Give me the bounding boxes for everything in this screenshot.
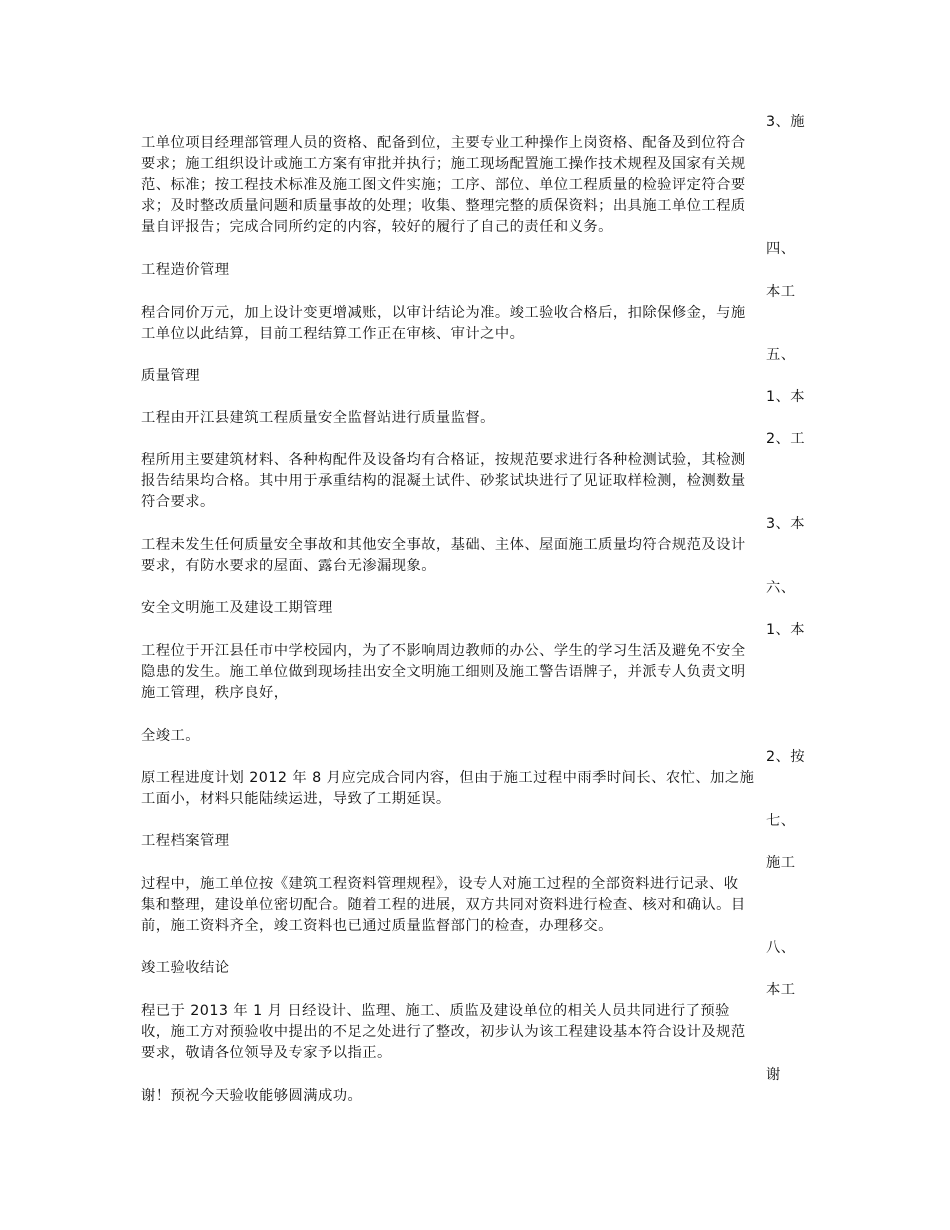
paragraph-line: 工程位于开江县任市中学校园内，为了不影响周边教师的办公、学生的学习生活及避免不安全: [141, 643, 746, 659]
section-heading: 质量管理: [141, 368, 200, 384]
paragraph-lead: 施工: [766, 855, 796, 871]
paragraph-line: 隐患的发生。施工单位做到现场挂出安全文明施工细则及施工警告语牌子，并派专人负责文明: [141, 664, 746, 680]
paragraph-line: 工单位项目经理部管理人员的资格、配备到位，主要专业工种操作上岗资格、配备及到位符合: [141, 135, 746, 151]
paragraph-lead: 本工: [766, 982, 796, 998]
paragraph-line: 报告结果均合格。其中用于承重结构的混凝土试件、砂浆试块进行了见证取样检测，检测数量: [141, 473, 746, 489]
paragraph-line: 施工管理，秩序良好，: [141, 685, 289, 701]
paragraph-line: 求；及时整改质量问题和质量事故的处理；收集、整理完整的质保资料；出具施工单位工程质: [141, 198, 746, 214]
paragraph-line: 程所用主要建筑材料、各种构配件及设备均有合格证，按规范要求进行各种检测试验，其检测: [141, 452, 746, 468]
section-number-6: 六、: [766, 580, 796, 596]
paragraph-line: 要求，敬请各位领导及专家予以指正。: [141, 1045, 392, 1061]
closing-lead: 谢: [766, 1067, 781, 1083]
paragraph-line: 程合同价万元，加上设计变更增减账，以审计结论为准。竣工验收合格后，扣除保修金，与施: [141, 305, 746, 321]
paragraph-line: 过程中，施工单位按《建筑工程资料管理规程》，设专人对施工过程的全部资料进行记录、收: [141, 876, 739, 892]
paragraph-line: 要求，有防水要求的屋面、露台无渗漏现象。: [141, 558, 436, 574]
section-heading: 安全文明施工及建设工期管理: [141, 600, 333, 616]
paragraph-line: 集和整理，建设单位密切配合。随着工程的进展，双方共同对资料进行检查、核对和确认。目: [141, 897, 746, 913]
item-number: 2、工: [766, 431, 806, 447]
paragraph-lead: 本工: [766, 284, 796, 300]
section-3-number: 3、施: [766, 114, 806, 130]
paragraph-line: 工单位以此结算，目前工程结算工作正在审核、审计之中。: [141, 326, 525, 342]
section-number-8: 八、: [766, 940, 796, 956]
section-heading: 工程档案管理: [141, 833, 230, 849]
paragraph-line: 前，施工资料齐全，竣工资料也已通过质量监督部门的检查，办理移交。: [141, 918, 613, 934]
section-heading: 竣工验收结论: [141, 960, 230, 976]
closing-line: 谢！预祝今天验收能够圆满成功。: [141, 1088, 363, 1104]
paragraph-line: 工程未发生任何质量安全事故和其他安全事故，基础、主体、屋面施工质量均符合规范及设计: [141, 537, 746, 553]
section-number-4: 四、: [766, 241, 796, 257]
paragraph-line: 工程由开江县建筑工程质量安全监督站进行质量监督。: [141, 410, 495, 426]
paragraph-line: 量自评报告；完成合同所约定的内容，较好的履行了自己的责任和义务。: [141, 219, 613, 235]
section-heading: 工程造价管理: [141, 262, 230, 278]
paragraph-line: 全竣工。: [141, 728, 200, 744]
paragraph-line: 符合要求。: [141, 494, 215, 510]
item-number: 1、本: [766, 389, 806, 405]
paragraph-line: 程已于 2013 年 1 月 日经设计、监理、施工、质监及建设单位的相关人员共同进行了预验: [141, 1003, 730, 1019]
item-number: 1、本: [766, 622, 806, 638]
paragraph-line: 收，施工方对预验收中提出的不足之处进行了整改，初步认为该工程建设基本符合设计及规范: [141, 1024, 746, 1040]
item-number: 2、按: [766, 749, 806, 765]
section-number-7: 七、: [766, 813, 796, 829]
item-number: 3、本: [766, 516, 806, 532]
paragraph-line: 要求；施工组织设计或施工方案有审批并执行；施工现场配置施工操作技术规程及国家有关规: [141, 156, 746, 172]
section-number-5: 五、: [766, 347, 796, 363]
paragraph-line: 工面小，材料只能陆续运进，导致了工期延误。: [141, 791, 451, 807]
paragraph-line: 原工程进度计划 2012 年 8 月应完成合同内容，但由于施工过程中雨季时间长、农忙、加之施: [141, 770, 755, 786]
paragraph-line: 范、标准；按工程技术标准及施工图文件实施；工序、部位、单位工程质量的检验评定符合要: [141, 177, 746, 193]
